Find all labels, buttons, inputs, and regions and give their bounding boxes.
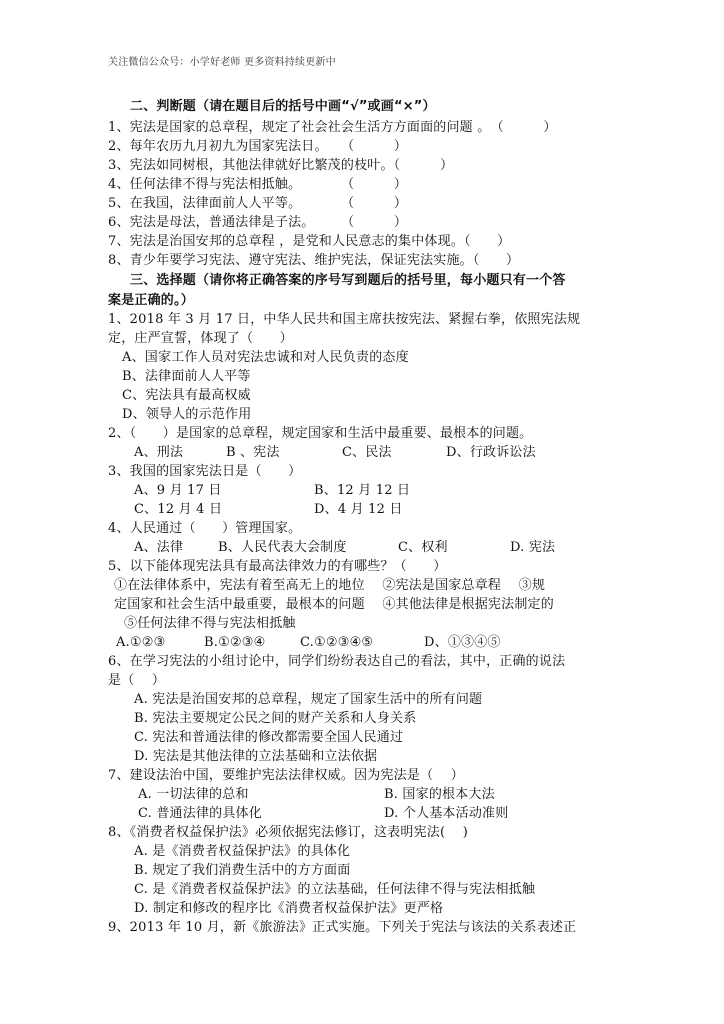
q1-stem-line2: 定，庄严宣誓，体现了（ ） bbox=[108, 331, 293, 346]
q5-option-d: D、①③④⑤ bbox=[424, 635, 501, 650]
q5-option-b: B.①②③④ bbox=[204, 635, 266, 650]
q2-option-b: B 、宪法 bbox=[226, 445, 280, 460]
q1-stem-line1: 1、2018 年 3 月 17 日，中华人民共和国主席扶按宪法、紧握右拳，依照宪法规 bbox=[108, 312, 581, 327]
q3-option-b: B、12 月 12 日 bbox=[314, 483, 411, 498]
judge-item-4: 4、任何法律不得与宪法相抵触。 （ ） bbox=[108, 177, 408, 192]
q1-option-b: B、法律面前人人平等 bbox=[122, 369, 251, 384]
judge-item-1: 1、宪法是国家的总章程，规定了社会社会生活方方面面的问题 。 （ ） bbox=[108, 120, 557, 135]
q2-option-d: D、行政诉讼法 bbox=[446, 445, 536, 460]
judge-item-7: 7、宪法是治国安邦的总章程 ，是党和人民意志的集中体现。（ ） bbox=[108, 234, 511, 249]
q3-option-a: A、9 月 17 日 bbox=[134, 483, 222, 498]
q4-option-a: A、法律 bbox=[134, 540, 184, 555]
q6-option-a: A. 宪法是治国安邦的总章程，规定了国家生活中的所有问题 bbox=[134, 692, 483, 707]
q4-option-c: C、权利 bbox=[398, 540, 448, 555]
q4-option-b: B、人民代表大会制度 bbox=[218, 540, 347, 555]
q8-option-a: A. 是《消费者权益保护法》的具体化 bbox=[134, 844, 351, 859]
q3-stem: 3、我国的国家宪法日是（ ） bbox=[108, 464, 302, 479]
q5-statements-line1: ①在法律体系中，宪法有着至高无上的地位 ②宪法是国家总章程 ③规 bbox=[114, 578, 546, 593]
q2-stem: 2、（ ）是国家的总章程，规定国家和生活中最重要、最根本的问题。 bbox=[108, 426, 533, 441]
judge-item-3: 3、宪法如同树根，其他法律就好比繁茂的枝叶。（ ） bbox=[108, 158, 454, 173]
q2-option-c: C、民法 bbox=[342, 445, 392, 460]
q8-option-c: C. 是《消费者权益保护法》的立法基础，任何法律不得与宪法相抵触 bbox=[134, 882, 536, 897]
page-header-note: 关注微信公众号：小学好老师 更多资料持续更新中 bbox=[108, 57, 336, 68]
q8-option-b: B. 规定了我们消费生活中的方方面面 bbox=[134, 863, 351, 878]
q8-option-d: D. 制定和修改的程序比《消费者权益保护法》更严格 bbox=[134, 901, 444, 916]
q6-stem-line2: 是（ ） bbox=[108, 673, 166, 688]
q5-option-c: C.①②③④⑤ bbox=[300, 635, 374, 650]
q4-stem: 4、人民通过（ ）管理国家。 bbox=[108, 521, 302, 536]
q6-option-d: D. 宪法是其他法律的立法基础和立法依据 bbox=[134, 749, 378, 764]
q5-stem: 5、以下能体现宪法具有最高法律效力的有哪些？（ ） bbox=[108, 559, 447, 574]
judge-item-5: 5、在我国，法律面前人人平等。 （ ） bbox=[108, 196, 408, 211]
q5-statements-line2: 定国家和社会生活中最重要，最根本的问题 ④其他法律是根据宪法制定的 bbox=[114, 597, 554, 612]
q2-option-a: A、刑法 bbox=[134, 445, 184, 460]
q6-option-b: B. 宪法主要规定公民之间的财产关系和人身关系 bbox=[134, 711, 417, 726]
q7-option-b: B. 国家的根本大法 bbox=[384, 787, 495, 802]
q7-option-a: A. 一切法律的总和 bbox=[138, 787, 249, 802]
q5-statements-line3: ⑤任何法律不得与宪法相抵触 bbox=[124, 616, 296, 631]
q7-option-d: D. 个人基本活动准则 bbox=[384, 806, 509, 821]
judge-item-6: 6、宪法是母法，普通法律是子法。 （ ） bbox=[108, 215, 408, 230]
q7-stem: 7、建设法治中国，要维护宪法法律权威。因为宪法是（ ） bbox=[108, 768, 465, 783]
q6-stem-line1: 6、在学习宪法的小组讨论中，同学们纷纷表达自己的看法，其中，正确的说法 bbox=[108, 654, 566, 669]
q7-option-c: C. 普通法律的具体化 bbox=[138, 806, 262, 821]
judge-item-2: 2、每年农历九月初九为国家宪法日。 （ ） bbox=[108, 139, 408, 154]
section3-title-line2: 案是正确的。） bbox=[108, 293, 194, 308]
q3-option-c: C、12 月 4 日 bbox=[134, 502, 223, 517]
q5-option-a: A.①②③ bbox=[116, 635, 166, 650]
q8-stem: 8、《消费者权益保护法》必须依据宪法修订，这表明宪法( ) bbox=[108, 825, 469, 840]
q6-option-c: C. 宪法和普通法律的修改都需要全国人民通过 bbox=[134, 730, 404, 745]
q3-option-d: D、4 月 12 日 bbox=[314, 502, 403, 517]
q1-option-d: D、领导人的示范作用 bbox=[122, 407, 252, 422]
section2-title: 二、判断题（请在题目后的括号中画“√”或画“×”） bbox=[130, 99, 436, 114]
q1-option-c: C、宪法具有最高权威 bbox=[122, 388, 251, 403]
q1-option-a: A、国家工作人员对宪法忠诚和对人民负责的态度 bbox=[122, 350, 409, 365]
section3-title-line1: 三、选择题（请你将正确答案的序号写到题后的括号里，每小题只有一个答 bbox=[130, 273, 566, 288]
q4-option-d: D. 宪法 bbox=[510, 540, 556, 555]
judge-item-8: 8、青少年要学习宪法、遵守宪法、维护宪法，保证宪法实施。（ ） bbox=[108, 253, 520, 268]
q9-stem: 9、2013 年 10 月，新《旅游法》正式实施。下列关于宪法与该法的关系表述正 bbox=[108, 920, 577, 935]
